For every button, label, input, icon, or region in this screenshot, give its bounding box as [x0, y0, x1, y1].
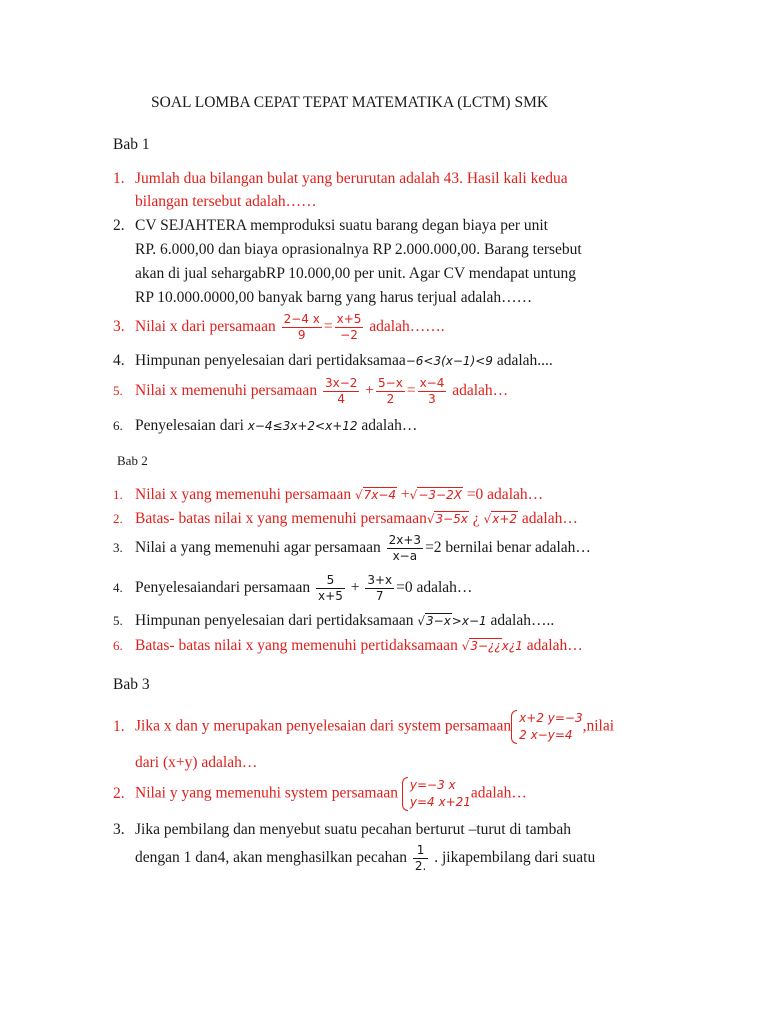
bab3-q1-line2: dari (x+y) adalah…: [135, 754, 258, 771]
radicand: −3−2X: [418, 488, 462, 502]
bab2-q5-num: 5.: [113, 613, 123, 628]
bab3-q3: [113, 821, 571, 839]
bab2-q5-text: Himpunan penyelesaian dari pertidaksamaan: [135, 612, 414, 629]
system-equation: y=4 x+21: [409, 795, 471, 809]
bab1-q5-num: 5.: [113, 383, 123, 399]
bab3-q2-text: Nilai y yang memenuhi system persamaan: [135, 784, 399, 802]
bab2-q3-num: 3.: [113, 540, 123, 556]
radicand: 3−x: [426, 614, 451, 628]
fraction-numerator: 2−4 x: [283, 312, 320, 326]
bab2-q2-text: Batas- batas nilai x yang memenuhi persamaan: [135, 510, 427, 527]
radicand: 7x−4: [363, 488, 397, 502]
bab1-q2-line3: akan di jual sehargabRP 10.000,00 per unit. Agar CV mendapat untung: [135, 265, 576, 282]
bab2-q5-tail: adalah…..: [490, 612, 555, 629]
radicand: 3−¿¿: [470, 639, 501, 653]
square-root: √3−5x: [426, 512, 468, 526]
fraction-denominator: 2.: [414, 859, 427, 873]
equation-system: [402, 777, 471, 811]
fraction-denominator: 3: [428, 392, 436, 406]
bab2-q3: [113, 533, 591, 564]
fraction: [335, 312, 364, 343]
fraction-numerator: x+5: [336, 312, 362, 326]
inequality-expression: x−4≤3x+2<x+12: [247, 419, 358, 433]
system-equation: x+2 y=−3: [519, 711, 583, 725]
fraction-denominator: −2: [340, 328, 358, 342]
bab1-q1-num: 1.: [113, 170, 125, 187]
fraction-numerator: 5−x: [378, 376, 403, 390]
bab1-q2-line4: RP 10.000.0000,00 banyak barng yang harus terjual adalah……: [135, 289, 533, 306]
fraction: [323, 376, 359, 407]
fraction-denominator: 9: [297, 328, 306, 342]
radicand: x+2: [492, 512, 518, 526]
square-root: √3−x: [417, 614, 451, 628]
fraction: [282, 312, 322, 343]
bab1-q2: [113, 217, 548, 235]
bab2-q4-tail: =0 adalah…: [396, 579, 473, 597]
bab1-q3-tail: adalah…….: [369, 318, 445, 336]
bab3-q3-text: dengan 1 dan4, akan menghasilkan pecahan: [135, 849, 408, 867]
radicand: 3−5x: [435, 512, 468, 526]
bab2-q3-text: Nilai a yang memenuhi agar persamaan: [135, 539, 381, 557]
bab3-heading: Bab 3: [113, 676, 150, 693]
bab3-q3-tail: . jikapembilang dari suatu: [434, 849, 596, 867]
bab3-q3-line2: [135, 843, 595, 874]
square-root: √7x−4: [354, 488, 397, 502]
bab2-q4-text: Penyelesaiandari persamaan: [135, 579, 311, 597]
fraction: [376, 376, 405, 407]
fraction-denominator: x+5: [318, 589, 343, 603]
bab1-q2-line2: RP. 6.000,00 dan biaya oprasionalnya RP 2.000.000,00. Barang tersebut: [135, 241, 582, 258]
bab2-q5: [113, 612, 554, 630]
bab1-q6-text: Penyelesaian dari: [135, 417, 244, 434]
fraction-numerator: 1: [413, 843, 428, 859]
bab1-q4: [113, 352, 553, 370]
fraction: [365, 573, 394, 604]
fraction: [418, 376, 447, 407]
fraction-numerator: 3x−2: [324, 376, 358, 390]
inequality-expression: >x−1: [451, 614, 487, 628]
bab1-q2-line1: CV SEJAHTERA memproduksi suatu barang degan biaya per unit: [135, 217, 548, 234]
equals-sign: =: [323, 318, 333, 336]
bab2-q1-text: Nilai x yang memenuhi persamaan: [135, 486, 352, 503]
bab3-q2-num: 2.: [113, 784, 125, 802]
fraction-denominator: 4: [337, 392, 345, 406]
bab1-heading: Bab 1: [113, 136, 150, 153]
fraction: [413, 843, 428, 874]
equals-sign: =: [406, 382, 416, 400]
bab3-q3-num: 3.: [113, 821, 125, 838]
plus-sign: +: [400, 486, 410, 503]
bab1-q3: [113, 312, 445, 343]
bab1-q6-num: 6.: [113, 418, 123, 433]
bab2-q2: [113, 510, 578, 528]
bab2-q6-num: 6.: [113, 638, 123, 653]
bab3-q1-text: Jika x dan y merupakan penyelesaian dari system persamaan: [135, 717, 512, 735]
fraction-denominator: x−a: [392, 549, 418, 563]
bab1-q5: [113, 376, 508, 407]
fraction-denominator: 7: [375, 589, 384, 603]
plus-sign: +: [350, 579, 360, 597]
bab1-q4-text: Himpunan penyelesaian dari pertidaksamaa: [135, 352, 406, 369]
bab3-q3-line1: Jika pembilang dan menyebut suatu pecahan berturut –turut di tambah: [135, 821, 572, 838]
fraction-numerator: 2x+3: [388, 533, 422, 547]
bab2-q6-tail: adalah…: [526, 637, 583, 654]
bab2-q4: [113, 573, 472, 604]
bab3-q1-num: 1.: [113, 717, 125, 735]
fraction-numerator: 3+x: [367, 573, 393, 587]
fraction-numerator: x−4: [419, 376, 445, 390]
bab3-q1: [113, 710, 614, 744]
square-root: √3−¿¿: [461, 639, 501, 653]
square-root: √x+2: [483, 512, 518, 526]
bab3-q2-tail: adalah…: [470, 784, 527, 802]
inverted-question-glyph: ¿: [472, 510, 480, 527]
fraction: [387, 533, 423, 564]
system-equation: 2 x−y=4: [519, 728, 573, 742]
bab1-q1: [113, 170, 568, 188]
bab1-q4-num: 4.: [113, 352, 125, 369]
bab2-q2-num: 2.: [113, 511, 123, 526]
bab2-q2-tail: adalah…: [521, 510, 578, 527]
bab1-q1-line1: Jumlah dua bilangan bulat yang berurutan adalah 43. Hasil kali kedua: [135, 170, 568, 187]
bab1-q3-text: Nilai x dari persamaan: [135, 318, 276, 336]
inequality-expression: −6<3(x−1)<9: [405, 354, 493, 368]
fraction: [316, 573, 345, 604]
equation-system: [511, 710, 582, 744]
bab2-q4-num: 4.: [113, 580, 123, 596]
bab1-q5-tail: adalah…: [452, 382, 509, 400]
bab2-q1-tail: =0 adalah…: [466, 486, 544, 503]
square-root: √−3−2X: [409, 488, 462, 502]
bab2-q1-num: 1.: [113, 487, 123, 502]
fraction-denominator: 2: [386, 392, 395, 406]
plus-sign: +: [365, 382, 375, 400]
fraction-numerator: 5: [316, 573, 345, 589]
bab3-q2: [113, 777, 527, 811]
bab3-q1-tail: ,nilai: [582, 717, 615, 735]
bab2-heading: Bab 2: [117, 453, 148, 468]
bab1-q6: [113, 417, 417, 435]
document-title: SOAL LOMBA CEPAT TEPAT MATEMATIKA (LCTM) SMK: [151, 94, 549, 111]
bab1-q6-tail: adalah…: [361, 417, 418, 434]
bab1-q2-num: 2.: [113, 217, 125, 234]
bab2-q3-tail: =2 bernilai benar adalah…: [425, 539, 591, 557]
system-equation: y=−3 x: [409, 778, 456, 792]
bab2-q1: [113, 486, 543, 504]
bab1-q4-tail: adalah....: [496, 352, 553, 369]
bab1-q1-line2: bilangan tersebut adalah……: [135, 193, 317, 210]
bab1-q3-num: 3.: [113, 318, 125, 336]
bab2-q6: [113, 637, 583, 655]
inequality-expression: x¿1: [501, 639, 523, 653]
bab1-q5-text: Nilai x memenuhi persamaan: [135, 382, 318, 400]
bab2-q6-text: Batas- batas nilai x yang memenuhi pertidaksamaan: [135, 637, 458, 654]
